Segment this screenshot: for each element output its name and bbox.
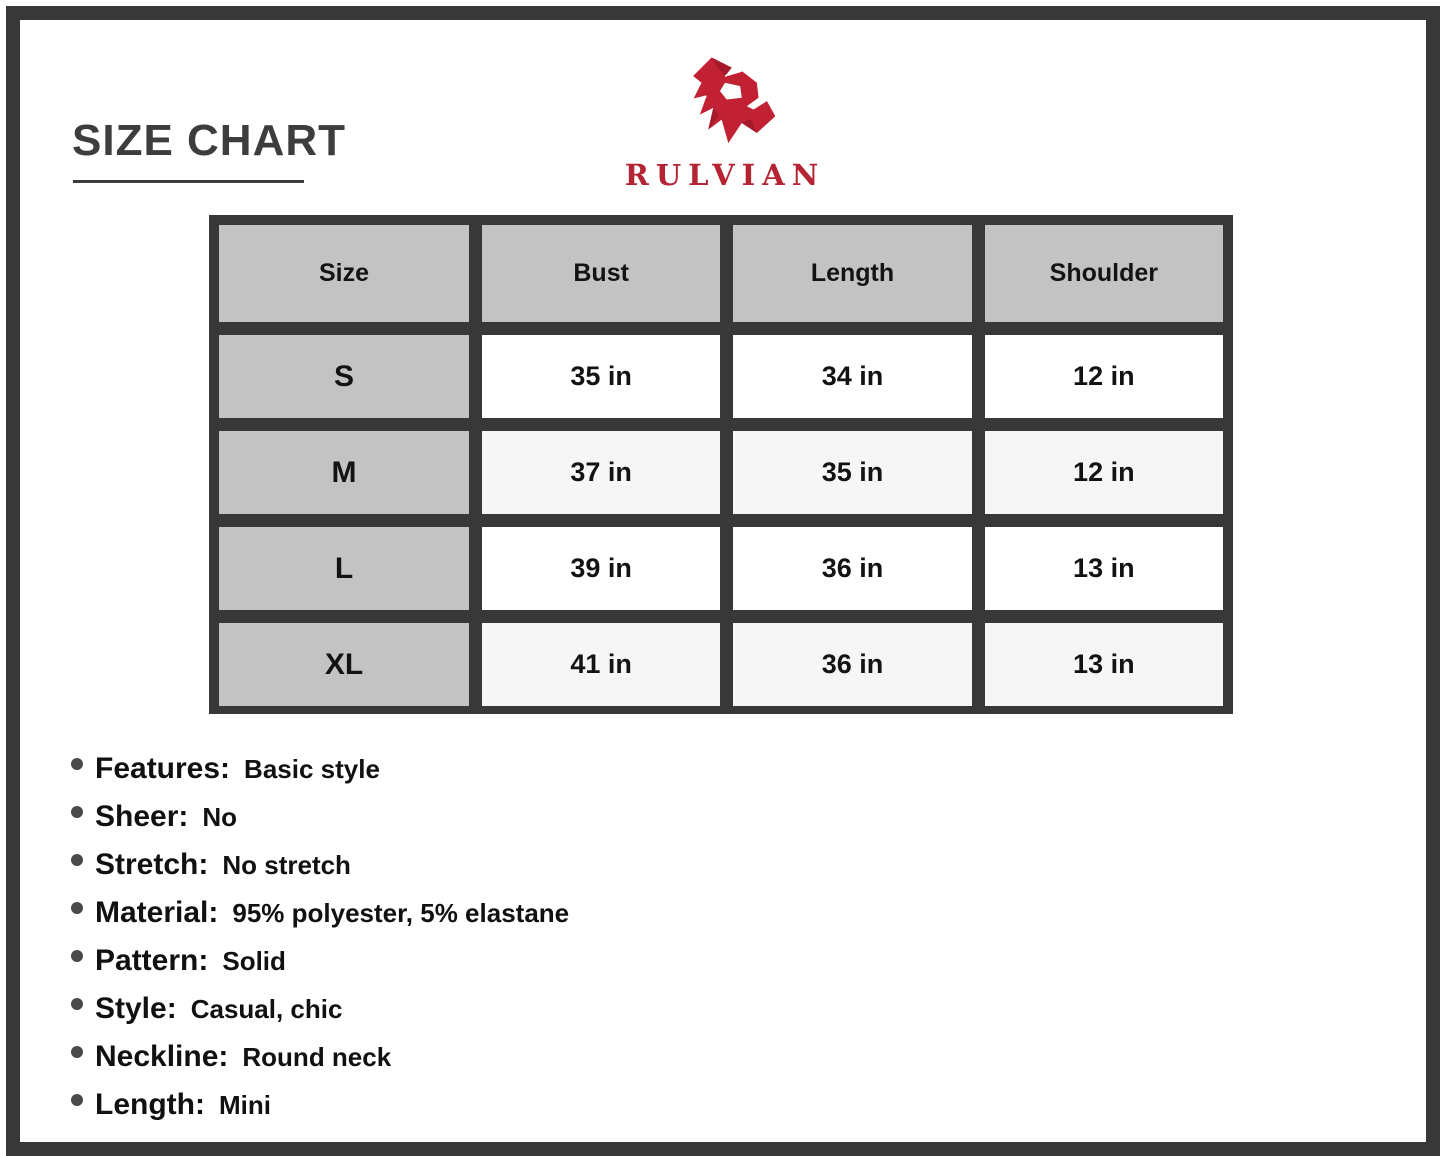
measurement-cell: 12 in [985, 431, 1223, 514]
title-underline [73, 180, 304, 183]
brand-name: RULVIAN [624, 158, 826, 192]
bullet-icon [71, 1094, 83, 1106]
detail-label: Pattern: [95, 944, 209, 977]
detail-value: Mini [218, 1089, 271, 1120]
size-cell: S [219, 335, 469, 418]
rulvian-r-logo-icon [673, 50, 777, 154]
list-item [71, 800, 569, 834]
measurement-cell: 35 in [482, 335, 720, 418]
details-list [71, 752, 569, 1136]
bullet-icon [71, 758, 83, 770]
measurement-cell: 34 in [733, 335, 971, 418]
detail-value: Basic style [244, 753, 380, 784]
size-cell: M [219, 431, 469, 514]
measurement-cell: 39 in [482, 527, 720, 610]
column-header-shoulder: Shoulder [985, 225, 1223, 322]
size-cell: XL [219, 623, 469, 706]
measurement-cell: 36 in [733, 623, 971, 706]
size-chart-table [209, 215, 1233, 714]
list-item [71, 944, 569, 978]
detail-value: Solid [222, 945, 286, 976]
bullet-icon [71, 998, 83, 1010]
column-header-length: Length [733, 225, 971, 322]
detail-label: Length: [95, 1088, 205, 1121]
detail-value: Round neck [242, 1041, 392, 1072]
column-header-bust: Bust [482, 225, 720, 322]
detail-label: Material: [95, 896, 219, 929]
bullet-icon [71, 806, 83, 818]
column-header-size: Size [219, 225, 469, 322]
detail-label: Neckline: [95, 1040, 229, 1073]
brand-logo [600, 50, 850, 192]
list-item [71, 1088, 569, 1122]
list-item [71, 896, 569, 930]
page-title: SIZE CHART [72, 116, 346, 165]
detail-label: Stretch: [95, 848, 209, 881]
bullet-icon [71, 854, 83, 866]
list-item [71, 752, 569, 786]
list-item [71, 848, 569, 882]
bullet-icon [71, 950, 83, 962]
bullet-icon [71, 902, 83, 914]
detail-label: Sheer: [95, 800, 189, 833]
detail-label: Features: [95, 752, 231, 785]
measurement-cell: 13 in [985, 527, 1223, 610]
measurement-cell: 13 in [985, 623, 1223, 706]
detail-value: Casual, chic [190, 993, 343, 1024]
measurement-cell: 35 in [733, 431, 971, 514]
detail-value: No stretch [222, 849, 351, 880]
detail-label: Style: [95, 992, 177, 1025]
list-item [71, 992, 569, 1026]
measurement-cell: 12 in [985, 335, 1223, 418]
detail-value: 95% polyester, 5% elastane [232, 897, 570, 928]
measurement-cell: 37 in [482, 431, 720, 514]
detail-value: No [202, 801, 238, 832]
size-cell: L [219, 527, 469, 610]
measurement-cell: 41 in [482, 623, 720, 706]
measurement-cell: 36 in [733, 527, 971, 610]
list-item [71, 1040, 569, 1074]
bullet-icon [71, 1046, 83, 1058]
